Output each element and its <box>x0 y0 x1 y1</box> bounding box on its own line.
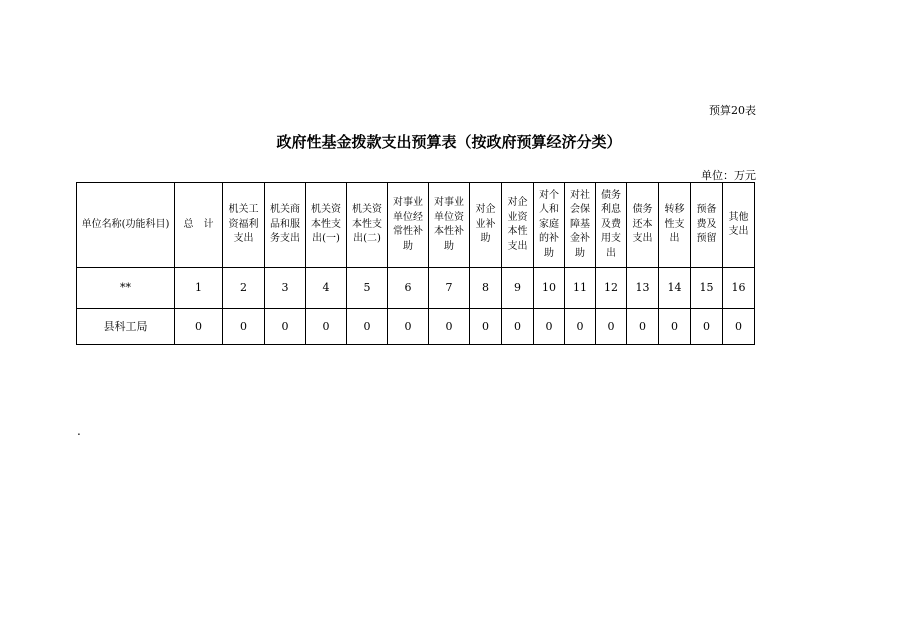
value-cell: 0 <box>265 309 306 345</box>
value-cell: 0 <box>596 309 627 345</box>
header-row <box>77 183 755 268</box>
index-cell: 7 <box>429 268 470 309</box>
page-title: 政府性基金拨款支出预算表（按政府预算经济分类） <box>276 133 622 151</box>
value-cell: 0 <box>175 309 223 345</box>
value-cell: 0 <box>223 309 265 345</box>
table-number: 预算20表 <box>709 104 756 117</box>
value-cell: 0 <box>659 309 691 345</box>
index-cell: 9 <box>502 268 534 309</box>
value-cell: 0 <box>691 309 723 345</box>
value-cell: 0 <box>534 309 565 345</box>
footer-mark: . <box>77 424 81 438</box>
value-cell: 0 <box>429 309 470 345</box>
index-row <box>77 268 755 309</box>
index-cell: 14 <box>659 268 691 309</box>
header-cell: 机关资本性支出(一) <box>306 183 347 268</box>
index-cell: 1 <box>175 268 223 309</box>
value-cell: 0 <box>627 309 659 345</box>
index-cell: 5 <box>347 268 388 309</box>
header-cell: 债务利息及费用支出 <box>596 183 627 268</box>
header-cell: 债务还本支出 <box>627 183 659 268</box>
index-cell: 10 <box>534 268 565 309</box>
header-cell: 对事业单位资本性补助 <box>429 183 470 268</box>
header-cell: 总 计 <box>175 183 223 268</box>
header-cell: 对企业资本性支出 <box>502 183 534 268</box>
index-cell: 13 <box>627 268 659 309</box>
index-cell: 12 <box>596 268 627 309</box>
value-cell: 0 <box>388 309 429 345</box>
index-cell: 11 <box>565 268 596 309</box>
header-cell: 其他支出 <box>723 183 755 268</box>
header-cell: 机关商品和服务支出 <box>265 183 306 268</box>
header-cell: 机关工资福利支出 <box>223 183 265 268</box>
value-cell: 0 <box>347 309 388 345</box>
index-cell: 6 <box>388 268 429 309</box>
budget-table <box>76 182 755 345</box>
index-cell: 4 <box>306 268 347 309</box>
header-cell: 单位名称(功能科目) <box>77 183 175 268</box>
index-cell: 16 <box>723 268 755 309</box>
index-cell: 15 <box>691 268 723 309</box>
value-cell: 0 <box>306 309 347 345</box>
value-cell: 0 <box>502 309 534 345</box>
header-cell: 机关资本性支出(二) <box>347 183 388 268</box>
index-cell: ** <box>77 268 175 309</box>
unit-name-cell: 县科工局 <box>77 309 175 345</box>
index-cell: 8 <box>470 268 502 309</box>
table-row <box>77 309 755 345</box>
header-cell: 对个人和家庭的补助 <box>534 183 565 268</box>
value-cell: 0 <box>470 309 502 345</box>
index-cell: 3 <box>265 268 306 309</box>
index-cell: 2 <box>223 268 265 309</box>
value-cell: 0 <box>723 309 755 345</box>
header-cell: 预备费及预留 <box>691 183 723 268</box>
header-cell: 对企业补助 <box>470 183 502 268</box>
value-cell: 0 <box>565 309 596 345</box>
header-cell: 转移性支出 <box>659 183 691 268</box>
header-cell: 对社会保障基金补助 <box>565 183 596 268</box>
header-cell: 对事业单位经常性补助 <box>388 183 429 268</box>
unit-label: 单位：万元 <box>701 169 756 182</box>
